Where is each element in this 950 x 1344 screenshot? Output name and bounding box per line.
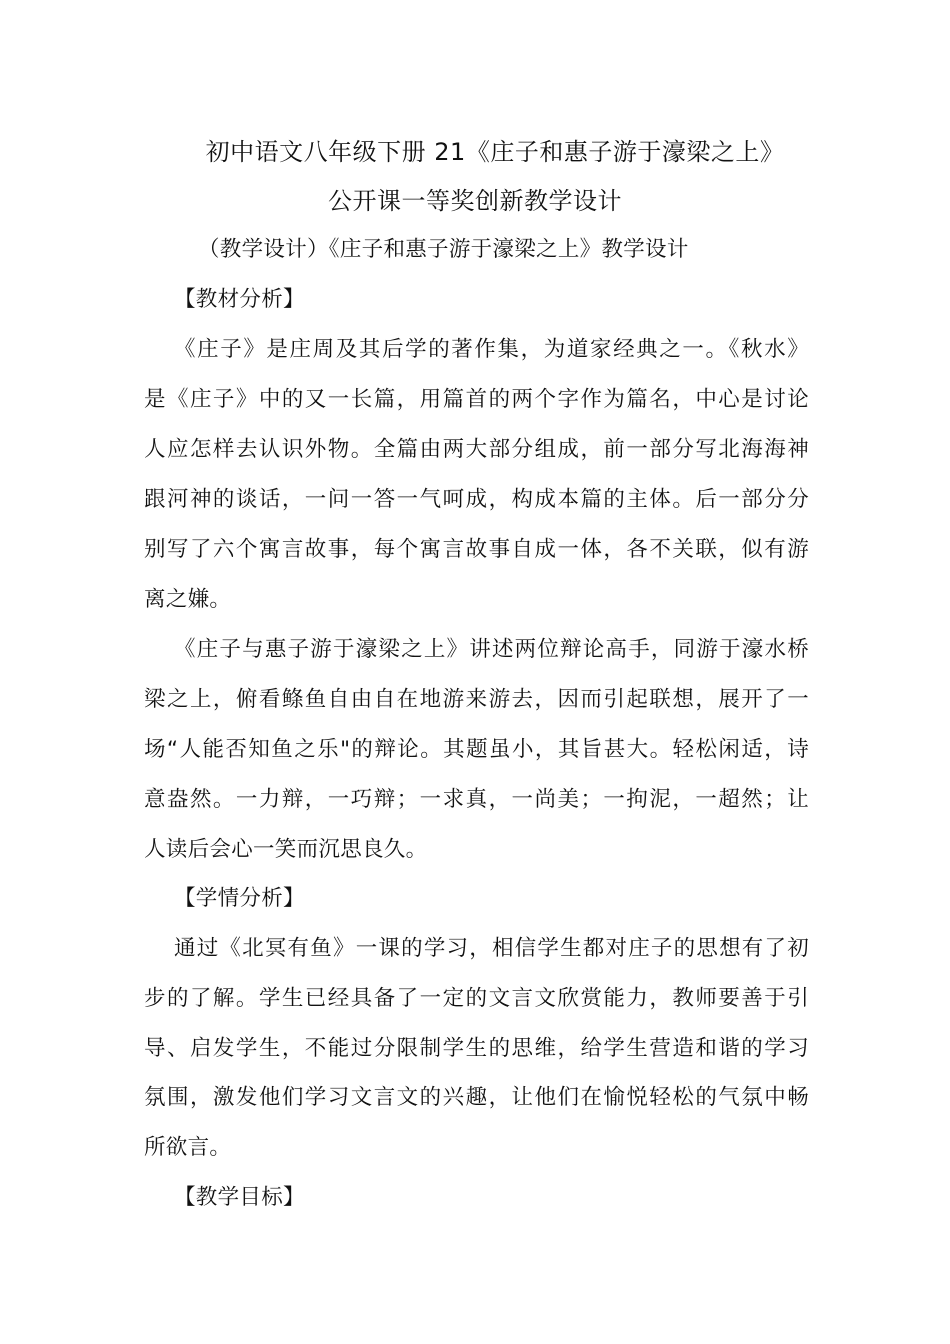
paragraph-line: 场“人能否知鱼之乐"的辩论。其题虽小，其旨甚大。轻松闲适，诗 [144, 737, 809, 762]
paragraph-line: 人应怎样去认识外物。全篇由两大部分组成，前一部分写北海海神 [144, 437, 809, 462]
paragraph-line: 《庄子与惠子游于濠梁之上》讲述两位辩论高手，同游于濠水桥 [174, 637, 809, 662]
paragraph-line: 氛围，激发他们学习文言文的兴趣，让他们在愉悦轻松的气氛中畅 [144, 1085, 809, 1110]
section-heading-students: 【学情分析】 [174, 886, 305, 911]
document-title-line-2: 公开课一等奖创新教学设计 [328, 187, 622, 215]
paragraph-line: 别写了六个寓言故事，每个寓言故事自成一体，各不关联，似有游 [144, 537, 809, 562]
section-heading-goals: 【教学目标】 [174, 1185, 305, 1210]
paragraph-line: 《庄子》是庄周及其后学的著作集，为道家经典之一。《秋水》 [174, 337, 809, 362]
paragraph-line: 所欲言。 [144, 1135, 232, 1160]
paragraph-line: 意盎然。一力辩，一巧辩；一求真，一尚美；一拘泥，一超然；让 [144, 787, 809, 812]
paragraph-line: 离之嫌。 [144, 587, 232, 612]
section-heading-materials: 【教材分析】 [174, 287, 305, 312]
paragraph-line: 步的了解。学生已经具备了一定的文言文欣赏能力，教师要善于引 [144, 986, 809, 1011]
document-title-line-1: 初中语文八年级下册 21《庄子和惠子游于濠梁之上》 [205, 138, 785, 166]
document-subtitle: （教学设计）《庄子和惠子游于濠梁之上》教学设计 [198, 237, 689, 262]
paragraph-line: 跟河神的谈话，一问一答一气呵成，构成本篇的主体。后一部分分 [144, 487, 809, 512]
paragraph-line: 人读后会心一笑而沉思良久。 [144, 837, 428, 862]
paragraph-line: 梁之上，俯看鲦鱼自由自在地游来游去，因而引起联想，展开了一 [144, 687, 809, 712]
paragraph-line: 通过《北冥有鱼》一课的学习，相信学生都对庄子的思想有了初 [174, 936, 809, 961]
paragraph-line: 导、启发学生，不能过分限制学生的思维，给学生营造和谐的学习 [144, 1036, 809, 1061]
paragraph-line: 是《庄子》中的又一长篇，用篇首的两个字作为篇名，中心是讨论 [144, 387, 809, 412]
